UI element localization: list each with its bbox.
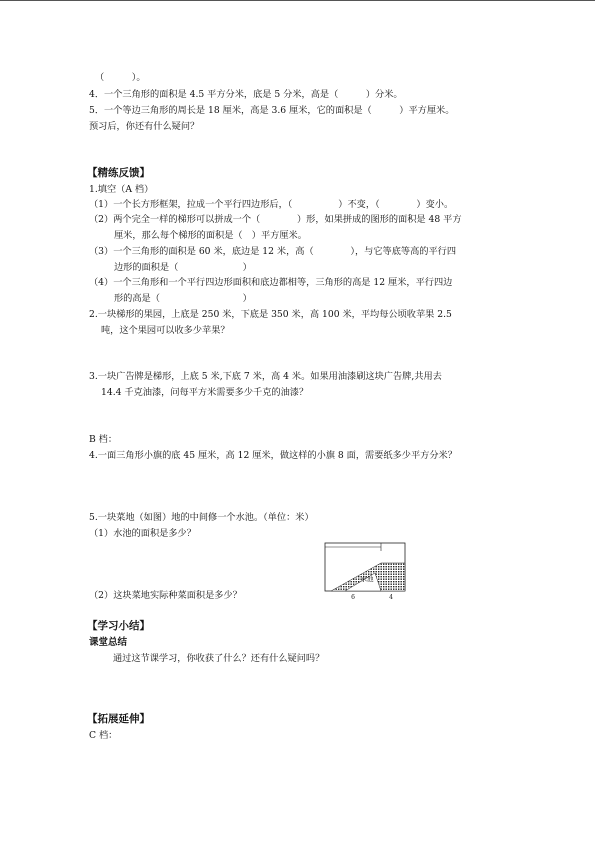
prelearn-question-4: 4．一个三角形的面积是 4.5 平方分米，底是 5 分米，高是（ ）分米。	[89, 89, 403, 100]
prelearn-doubts: 预习后，你还有什么疑问？	[89, 121, 200, 132]
fill-blank-title: 1.填空（A 档）	[89, 184, 154, 195]
plot-diagram	[323, 541, 408, 601]
fill-blank-4b: 形的高是（ ）	[114, 293, 252, 304]
problem-5-part-1: （1）水池的面积是多少？	[89, 528, 196, 539]
problem-2a: 2.一块梯形的果园，上底是 250 米，下底是 350 米，高 100 米，平均每公顷收苹果 2.5	[89, 309, 452, 320]
fill-blank-3b: 边形的面积是（ ）	[114, 262, 252, 273]
practice-heading: 【精练反馈】	[87, 167, 150, 179]
problem-4: 4.一面三角形小旗的底 45 厘米，高 12 厘米，做这样的小旗 8 面，需要纸多少平方分米？	[89, 450, 457, 461]
dimension-right: 4	[389, 594, 393, 601]
summary-heading: 【学习小结】	[87, 620, 150, 632]
b-level-label: B 档：	[89, 434, 118, 445]
problem-5: 5.一块菜地（如图）地的中间修一个水池。（单位：米）	[89, 512, 314, 523]
problem-3a: 3.一块广告牌是梯形，上底 5 米,下底 7 米，高 4 米。如果用油漆刷这块广告牌,共用去	[89, 371, 442, 382]
problem-2b: 吨，这个果园可以收多少苹果？	[101, 325, 230, 336]
fill-blank-4a: （4）一个三角形和一个平行四边形面积和底边都相等，三角形的高是 12 厘米，平行四边	[89, 277, 453, 288]
fill-blank-2b: 厘米，那么每个梯形的面积是（ ）平方厘米。	[114, 230, 307, 241]
summary-text: 通过这节课学习，你收获了什么？还有什么疑问吗？	[113, 653, 325, 664]
fill-blank-2a: （2）两个完全一样的梯形可以拼成一个（ ）形，如果拼成的图形的面积是 48 平方	[89, 214, 462, 225]
fill-blank-1: （1）一个长方形框架，拉成一个平行四边形后，（ ）不变，（ ）变小。	[89, 199, 454, 210]
extension-heading: 【拓展延伸】	[87, 713, 150, 725]
page-top-rule	[0, 0, 595, 1]
fill-blank-3a: （3）一个三角形的面积是 60 米，底边是 12 米，高（ ），与它等底等高的平行四	[89, 246, 457, 257]
problem-5-part-2: （2）这块菜地实际种菜面积是多少？	[89, 590, 242, 601]
problem-3b: 14.4 千克油漆，问每平方米需要多少千克的油漆？	[101, 387, 309, 398]
pool-label: 水池	[360, 575, 374, 583]
prelearn-question-5: 5．一个等边三角形的周长是 18 厘米，高是 3.6 厘米，它的面积是（ ）平方厘米。	[89, 105, 455, 116]
answer-blank-line: （ ）。	[95, 72, 146, 83]
c-level-label: C 档：	[89, 730, 118, 741]
dimension-left: 6	[351, 594, 355, 601]
summary-subheading: 课堂总结	[89, 637, 128, 648]
vegetable-plot-figure	[323, 541, 408, 601]
